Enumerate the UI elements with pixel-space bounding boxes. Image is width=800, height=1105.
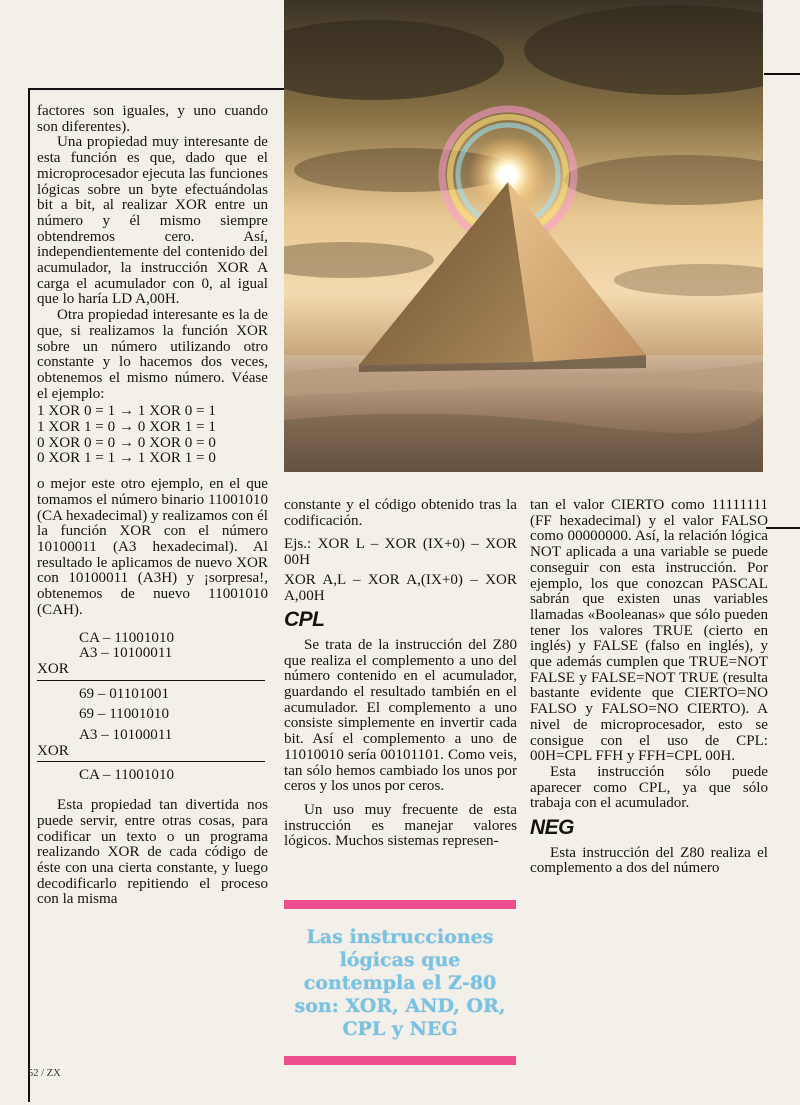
- code-example: XOR A,L – XOR A,(IX+0) – XOR A,00H: [284, 571, 517, 604]
- calc-operator: XOR: [37, 742, 69, 759]
- calc-line: 69 – 01101001: [79, 685, 170, 702]
- xor-equation-list: [37, 404, 268, 467]
- pull-quote-text: Las instrucciones lógicas que contempla el Z-80 son: XOR, AND, OR, CPL y NEG: [294, 926, 506, 1040]
- equation-row: 0 XOR 0 = 0 → 0 XOR 0 = 0: [37, 434, 216, 451]
- paragraph: Se trata de la instrucción del Z80 que realiza el complemento a uno del número contenido en el acumulador, guardando el resultado también en el acumulador. El complemento a uno consiste simplemente en invertir cada bit. Así el complemento a uno de 11010010 sería 00101101. Como veis, tan sólo hemos cambiado los unos por ceros y los unos por ceros.: [284, 636, 517, 795]
- paragraph: Esta instrucción del Z80 realiza el complemento a dos del número: [530, 844, 768, 877]
- calc-line: CA – 11001010: [79, 629, 175, 646]
- column-2: [284, 498, 517, 850]
- paragraph: Esta propiedad tan divertida nos puede servir, entre otras cosas, para codificar un texto o un programa realizando XOR de cada código de éste con una cierta constante, y luego decodificarlo repitiendo el proceso con la misma: [37, 797, 268, 908]
- frame-rule-left: [28, 88, 30, 1102]
- calc-line: CA – 11001010: [79, 767, 175, 784]
- paragraph: factores son iguales, y uno cuando son diferentes).: [37, 103, 268, 135]
- page-folio: 52 / ZX: [28, 1068, 61, 1079]
- calc-line: A3 – 10100011: [79, 645, 173, 662]
- paragraph: Esta instrucción sólo puede aparecer como CPL, ya que sólo trabaja con el acumulador.: [530, 763, 768, 812]
- section-heading-cpl: CPL: [284, 608, 325, 632]
- calc-line: A3 – 10100011: [79, 727, 173, 744]
- column-1: [37, 104, 268, 908]
- section-heading-neg: NEG: [530, 816, 575, 840]
- calc-rule: [37, 761, 265, 762]
- paragraph: Otra propiedad interesante es la de que, si realizamos la función XOR sobre un número utilizando otro constante y lo hacemos dos veces, obtenemos el mismo número. Véase el ejemplo:: [37, 307, 268, 402]
- calc-operator: XOR: [37, 660, 69, 677]
- pyramid-illustration: [284, 0, 763, 472]
- paragraph: Un uso muy frecuente de esta instrucción es manejar valores lógicos. Muchos sistemas represen-: [284, 801, 517, 850]
- calc-rule: [37, 680, 265, 681]
- pull-quote-bar-top: [284, 900, 516, 909]
- xor-calculation: [37, 631, 268, 785]
- code-example: Ejs.: XOR L – XOR (IX+0) – XOR 00H: [284, 536, 517, 569]
- column-3: [530, 498, 768, 877]
- calc-line: 69 – 11001010: [79, 706, 170, 723]
- frame-rule-top: [28, 88, 284, 90]
- paragraph: tan el valor CIERTO como 11111111 (FF hexadecimal) y el valor FALSO como 00000000. Así, la relación lógica NOT aplicada a una variable se puede conseguir con esta instrucción. Por ejemplo, los que conozcan PASCAL sabrán que existen unas variables llamadas «Booleanas» que sólo pueden tener los valores TRUE (cierto en inglés) y FALSE (falso en inglés), y que además cumplen que TRUE=NOT FALSE y FALSE=NOT TRUE (resulta bastante evidente que CIERTO=NO FALSO y FALSO=NO CIERTO). A nivel de microprocesador, esto se consigue con el uso de CPL: 00H=CPL FFH y FFH=CPL 00H.: [530, 497, 768, 765]
- frame-rule-mid-right: [766, 527, 800, 529]
- equation-row: 0 XOR 1 = 1 → 1 XOR 1 = 0: [37, 450, 216, 467]
- equation-row: 1 XOR 0 = 1 → 1 XOR 0 = 1: [37, 403, 216, 420]
- pull-quote: [284, 900, 516, 1065]
- paragraph: o mejor este otro ejemplo, en el que tomamos el número binario 11001010 (CA hexadecimal) y realizamos con él la función XOR con el número 10100011 (A3 hexadecimal). Al resultado le aplicamos de nuevo XOR con 10100011 (A3H) y ¡sorpresa!, obtenemos de nuevo 11001010 (CAH).: [37, 476, 268, 618]
- paragraph: Una propiedad muy interesante de esta función es que, dado que el microprocesador ejecuta las funciones lógicas sobre un byte efectuándolas bit a bit, al realizar XOR entre un número y él mismo siempre obtendremos cero. Así, independientemente del contenido del acumulador, la instrucción XOR A carga el acumulador con 0, al igual que lo haría LD A,00H.: [37, 134, 268, 308]
- frame-rule-top-right: [764, 73, 800, 75]
- pull-quote-bar-bottom: [284, 1056, 516, 1065]
- pyramid-photo: [284, 0, 763, 472]
- equation-row: 1 XOR 1 = 0 → 0 XOR 1 = 1: [37, 419, 216, 436]
- paragraph: constante y el código obtenido tras la codificación.: [284, 497, 517, 529]
